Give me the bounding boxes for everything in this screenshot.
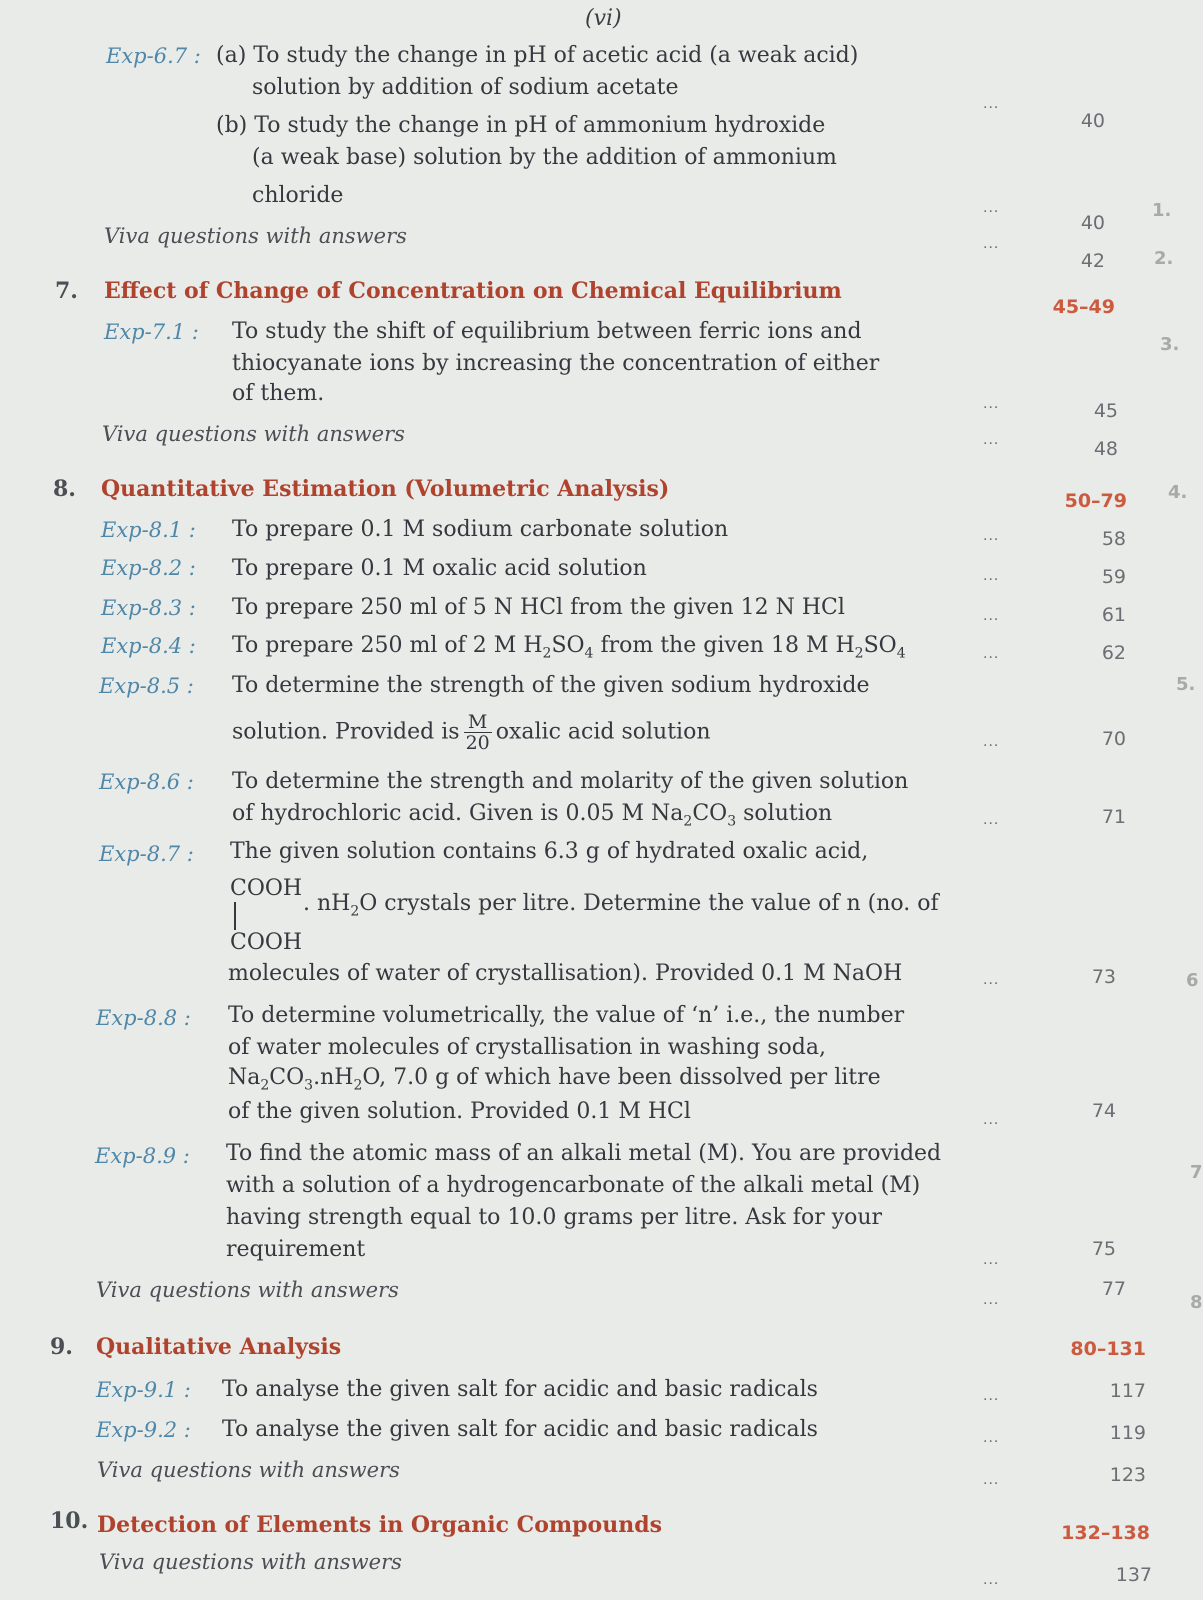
- exp-8-9-line4: requirement: [226, 1237, 366, 1262]
- section-7-title: Effect of Change of Concentration on Chemical Equilibrium: [104, 278, 842, 304]
- exp-8-7-dots: ...: [983, 972, 1000, 988]
- margin-number: 6: [1186, 970, 1199, 991]
- margin-number: 7: [1190, 1162, 1203, 1183]
- exp-8-8-dots: ...: [983, 1112, 1000, 1128]
- exp-7-1-line3: of them.: [232, 381, 325, 406]
- margin-number: 5.: [1176, 674, 1196, 695]
- exp-8-3-text: To prepare 250 ml of 5 N HCl from the given 12 N HCl: [232, 595, 845, 620]
- section-10-title: Detection of Elements in Organic Compounds: [97, 1512, 662, 1538]
- exp-8-9-page: 75: [1091, 1238, 1116, 1260]
- exp-6-7-b-line3: chloride: [252, 183, 344, 208]
- exp-8-1-page: 58: [1101, 528, 1126, 550]
- exp-8-9-line2: with a solution of a hydrogencarbonate of the alkali metal (M): [226, 1173, 921, 1198]
- exp-8-3-dots: ...: [983, 608, 1000, 624]
- exp-9-1-dots: ...: [983, 1388, 1000, 1404]
- exp-6-7-a-line1: (a) To study the change in pH of acetic acid (a weak acid): [216, 43, 859, 68]
- margin-number: 3.: [1160, 334, 1180, 355]
- section-7-number: 7.: [55, 278, 78, 304]
- exp-8-2-page: 59: [1101, 566, 1126, 588]
- exp-7-1-dots: ...: [983, 396, 1000, 412]
- exp-8-1-dots: ...: [983, 528, 1000, 544]
- exp-8-6-dots: ...: [983, 812, 1000, 828]
- exp-6-7-viva: Viva questions with answers: [104, 224, 407, 248]
- exp-8-9-line1: To find the atomic mass of an alkali metal (M). You are provided: [226, 1141, 942, 1166]
- exp-8-7-page: 73: [1091, 966, 1116, 988]
- exp-9-2-page: 119: [1109, 1422, 1146, 1444]
- section-8-viva-page: 77: [1101, 1278, 1126, 1300]
- section-8-viva: Viva questions with answers: [96, 1278, 399, 1302]
- exp-8-7-line1: The given solution contains 6.3 g of hydrated oxalic acid,: [230, 839, 869, 864]
- exp-8-9-line3: having strength equal to 10.0 grams per litre. Ask for your: [226, 1205, 883, 1230]
- exp-8-4-page: 62: [1101, 642, 1126, 664]
- section-8-viva-dots: ...: [983, 1292, 1000, 1308]
- exp-7-1-page: 45: [1093, 400, 1118, 422]
- exp-6-7-label: Exp-6.7 :: [106, 44, 201, 68]
- exp-8-5-label: Exp-8.5 :: [99, 674, 194, 698]
- exp-8-1-text: To prepare 0.1 M sodium carbonate solution: [232, 517, 729, 542]
- margin-number: 1.: [1152, 200, 1172, 221]
- exp-8-4-dots: ...: [983, 646, 1000, 662]
- exp-6-7-a-line2: solution by addition of sodium acetate: [252, 75, 679, 100]
- exp-8-9-dots: ...: [983, 1252, 1000, 1268]
- section-10-viva-dots: ...: [983, 1572, 1000, 1588]
- exp-6-7-b-page: 40: [1080, 212, 1105, 234]
- exp-8-5-dots: ...: [983, 734, 1000, 750]
- exp-8-5-line1: To determine the strength of the given sodium hydroxide: [232, 673, 870, 698]
- exp-9-1-page: 117: [1109, 1380, 1146, 1402]
- cooh-bond: [234, 902, 236, 930]
- exp-8-6-label: Exp-8.6 :: [99, 770, 194, 794]
- page-number: (vi): [585, 6, 622, 31]
- exp-9-1-label: Exp-9.1 :: [96, 1378, 191, 1402]
- section-9-title: Qualitative Analysis: [96, 1334, 342, 1360]
- section-8-pages: 50–79: [1064, 490, 1127, 512]
- exp-8-8-label: Exp-8.8 :: [96, 1006, 191, 1030]
- fraction-m-over-20: $\frac{M}{20}$: [465, 711, 490, 754]
- exp-6-7-viva-dots: ...: [983, 236, 1000, 252]
- exp-9-2-text: To analyse the given salt for acidic and basic radicals: [222, 1417, 818, 1442]
- cooh-top: COOH: [230, 876, 303, 901]
- section-7-viva-dots: ...: [983, 432, 1000, 448]
- exp-8-8-line3: $Na_2CO_3.nH_2O$, 7.0 g of which have been dissolved per litre: [228, 1065, 881, 1094]
- section-8-number: 8.: [53, 476, 76, 502]
- exp-8-4-text: To prepare 250 ml of 2 M $H_2SO_4$ from the given 18 M $H_2SO_4$: [232, 633, 906, 662]
- exp-6-7-b-dots: ...: [983, 200, 1000, 216]
- exp-8-7-label: Exp-8.7 :: [99, 842, 194, 866]
- exp-6-7-b-line2: (a weak base) solution by the addition of ammonium: [252, 145, 837, 170]
- exp-8-5-page: 70: [1101, 728, 1126, 750]
- margin-number: 2.: [1154, 248, 1174, 269]
- exp-8-2-text: To prepare 0.1 M oxalic acid solution: [232, 556, 647, 581]
- exp-8-8-line4: of the given solution. Provided 0.1 M HCl: [228, 1099, 691, 1124]
- exp-8-7-line2: . $nH_2O$ crystals per litre. Determine the value of n (no. of: [303, 891, 939, 920]
- section-9-viva-dots: ...: [983, 1472, 1000, 1488]
- exp-8-8-line2: of water molecules of crystallisation in washing soda,: [228, 1035, 826, 1060]
- exp-9-2-label: Exp-9.2 :: [96, 1418, 191, 1442]
- section-10-number: 10.: [50, 1508, 89, 1534]
- exp-8-5-line2: solution. Provided is $\frac{M}{20}$ oxalic acid solution: [232, 711, 711, 754]
- exp-8-7-line4: molecules of water of crystallisation). Provided 0.1 M NaOH: [228, 961, 903, 986]
- exp-6-7-a-dots: ...: [983, 96, 1000, 112]
- exp-7-1-line1: To study the shift of equilibrium between ferric ions and: [232, 319, 862, 344]
- exp-8-8-page: 74: [1091, 1100, 1116, 1122]
- exp-8-2-label: Exp-8.2 :: [101, 556, 196, 580]
- section-10-viva-page: 137: [1115, 1564, 1152, 1586]
- exp-8-6-line2: of hydrochloric acid. Given is 0.05 M $Na_2CO_3$ solution: [232, 801, 833, 830]
- exp-8-4-label: Exp-8.4 :: [101, 634, 196, 658]
- section-8-title: Quantitative Estimation (Volumetric Analysis): [101, 476, 670, 502]
- exp-8-9-label: Exp-8.9 :: [95, 1144, 190, 1168]
- section-9-pages: 80–131: [1070, 1338, 1146, 1360]
- exp-9-1-text: To analyse the given salt for acidic and basic radicals: [222, 1377, 818, 1402]
- cooh-bottom: COOH: [230, 930, 303, 955]
- exp-7-1-line2: thiocyanate ions by increasing the concentration of either: [232, 351, 880, 376]
- exp-8-2-dots: ...: [983, 568, 1000, 584]
- margin-number: 4.: [1168, 482, 1188, 503]
- exp-7-1-label: Exp-7.1 :: [104, 320, 199, 344]
- margin-number: 8: [1190, 1292, 1203, 1313]
- exp-8-6-page: 71: [1101, 806, 1126, 828]
- exp-8-8-line1: To determine volumetrically, the value of ‘n’ i.e., the number: [228, 1003, 905, 1028]
- exp-8-1-label: Exp-8.1 :: [101, 518, 196, 542]
- section-7-viva-page: 48: [1093, 438, 1118, 460]
- section-9-viva-page: 123: [1109, 1464, 1146, 1486]
- section-10-viva: Viva questions with answers: [99, 1550, 402, 1574]
- exp-8-6-line1: To determine the strength and molarity of the given solution: [232, 769, 909, 794]
- exp-6-7-a-page: 40: [1080, 110, 1105, 132]
- section-9-number: 9.: [50, 1334, 73, 1360]
- section-10-pages: 132–138: [1061, 1522, 1150, 1544]
- exp-6-7-viva-page: 42: [1080, 250, 1105, 272]
- section-7-pages: 45–49: [1052, 296, 1115, 318]
- section-9-viva: Viva questions with answers: [97, 1458, 400, 1482]
- exp-8-3-label: Exp-8.3 :: [101, 596, 196, 620]
- exp-8-3-page: 61: [1101, 604, 1126, 626]
- exp-9-2-dots: ...: [983, 1430, 1000, 1446]
- exp-6-7-b-line1: (b) To study the change in pH of ammonium hydroxide: [216, 113, 826, 138]
- section-7-viva: Viva questions with answers: [102, 422, 405, 446]
